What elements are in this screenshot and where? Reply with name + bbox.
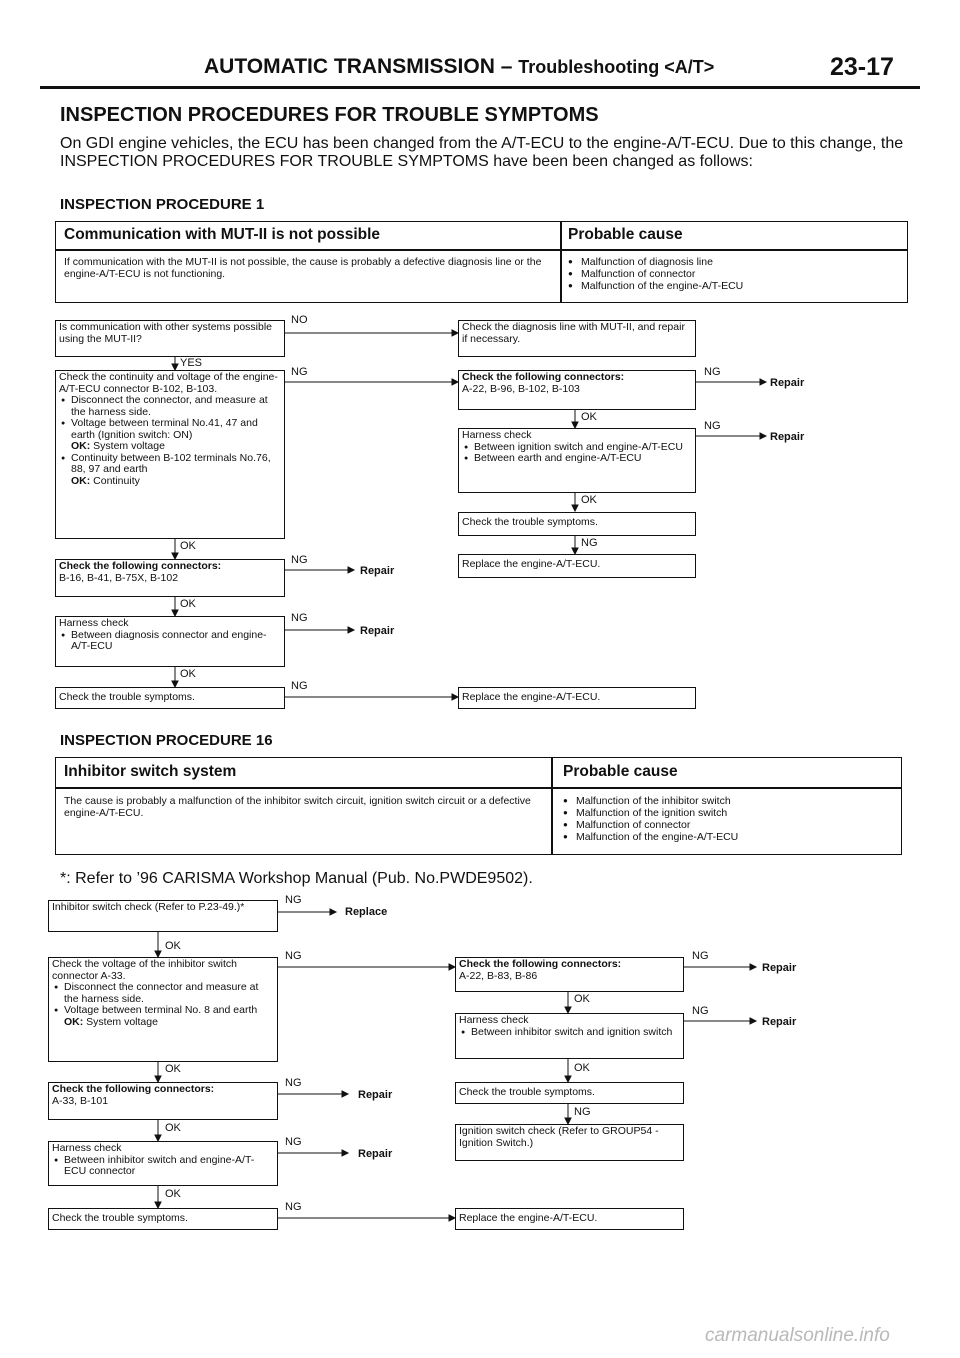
continuity-check-step: ● Continuity between B-102 terminals No.76, 88, 97 and earth OK: Continuity — [59, 453, 281, 488]
check-trouble-symptoms-box-right: Check the trouble symptoms. — [458, 512, 696, 536]
voltage-check-step: ● Disconnect the connector and measure at the harness side. — [52, 982, 274, 1005]
outcome-repair: Repair — [770, 431, 805, 443]
symptom-header: Inhibitor switch system — [64, 763, 237, 780]
outcome-repair: Repair — [358, 1089, 393, 1101]
replace-ecu-box-bottom: Replace the engine-A/T-ECU. — [458, 687, 696, 709]
symptom-header: Communication with MUT-II is not possible — [64, 226, 381, 243]
cause-item: ● Malfunction of diagnosis line — [568, 256, 898, 268]
section-title: INSPECTION PROCEDURES FOR TROUBLE SYMPTOMS — [60, 104, 599, 126]
voltage-check-step: ● Voltage between terminal No. 8 and earth OK: System voltage — [52, 1005, 274, 1028]
flow-label-ng: NG — [291, 366, 308, 378]
intro-text: On GDI engine vehicles, the ECU has been changed from the A/T-ECU to the engine-A/T-ECU. Due to this change, the INSPECTION PROCEDURES FOR TROUBLE SYMPTOMS have been been changed as follows: — [60, 135, 904, 170]
harness-check-title: Harness check — [52, 1142, 122, 1154]
connectors-title: Check the following connectors: — [462, 371, 625, 383]
flow-label-ng: NG — [291, 612, 308, 624]
procedure-16-heading: INSPECTION PROCEDURE 16 — [60, 732, 273, 749]
voltage-check-intro: Check the voltage of the inhibitor switch connector A-33. — [52, 958, 238, 982]
cause-item: ● Malfunction of the engine-A/T-ECU — [568, 280, 898, 292]
reference-note: *: Refer to ’96 CARISMA Workshop Manual (Pub. No.PWDE9502). — [60, 870, 533, 887]
harness-check-step: ● Between earth and engine-A/T-ECU — [462, 453, 692, 465]
harness-check-title: Harness check — [59, 617, 129, 629]
flow-label-ng: NG — [581, 537, 598, 549]
outcome-repair: Repair — [358, 1148, 393, 1160]
flow-label-ok: OK — [581, 494, 597, 506]
inhibitor-switch-check-box: Inhibitor switch check (Refer to P.23-49.)* — [48, 900, 278, 932]
connectors-title: Check the following connectors: — [459, 958, 622, 970]
outcome-repair: Repair — [762, 962, 797, 974]
connectors-list: A-22, B-96, B-102, B-103 — [462, 382, 580, 395]
outcome-repair: Repair — [360, 625, 395, 637]
harness-check-list — [459, 1027, 680, 1039]
harness-check-box-left — [48, 1141, 278, 1186]
flow-label-ng: NG — [704, 366, 721, 378]
flow-label-ok: OK — [165, 1122, 181, 1134]
continuity-check-step: ● Disconnect the connector, and measure at the harness side. — [59, 395, 281, 418]
connectors-list: B-16, B-41, B-75X, B-102 — [59, 571, 179, 584]
flow-label-ng: NG — [291, 680, 308, 692]
procedure-1-heading: INSPECTION PROCEDURE 1 — [60, 196, 265, 213]
harness-check-list — [52, 1155, 274, 1178]
voltage-check-list — [52, 982, 274, 1028]
flow-label-ok: OK — [180, 540, 196, 552]
flow-label-ng: NG — [291, 554, 308, 566]
check-trouble-symptoms-box-left: Check the trouble symptoms. — [48, 1208, 278, 1230]
header-dash: – — [500, 55, 513, 78]
page-number: 23-17 — [830, 53, 894, 81]
check-trouble-symptoms-box-right: Check the trouble symptoms. — [455, 1082, 684, 1104]
outcome-replace: Replace — [345, 906, 388, 918]
flow-label-ng: NG — [285, 950, 302, 962]
harness-check-step: ● Between diagnosis connector and engine-A/T-ECU — [59, 630, 281, 653]
cause-item: ● Malfunction of the inhibitor switch — [563, 795, 893, 807]
cause-item: ● Malfunction of connector — [563, 819, 893, 831]
connectors-title: Check the following connectors: — [59, 560, 222, 572]
flow-label-ok: OK — [165, 1188, 181, 1200]
flow-label-ng: NG — [692, 950, 709, 962]
flow-label-ng: NG — [285, 1136, 302, 1148]
cause-item: ● Malfunction of the engine-A/T-ECU — [563, 831, 893, 843]
harness-check-box-right — [455, 1013, 684, 1059]
continuity-check-step: ● Voltage between terminal No.41, 47 and earth (Ignition switch: ON) OK: System voltage — [59, 418, 281, 453]
harness-check-step: ● Between ignition switch and engine-A/T-ECU — [462, 442, 692, 454]
flow-label-ok: OK — [574, 993, 590, 1005]
flow-label-ng: NG — [574, 1106, 591, 1118]
outcome-repair: Repair — [360, 565, 395, 577]
voltage-check-box — [48, 957, 278, 1062]
check-trouble-symptoms-box-left: Check the trouble symptoms. — [55, 687, 285, 709]
check-connectors-box-left — [48, 1082, 278, 1120]
symptom-description: The cause is probably a malfunction of the inhibitor switch circuit, ignition switch circuit or a defective engine-A/T-ECU. — [64, 795, 531, 819]
flow-label-ok: OK — [165, 1063, 181, 1075]
replace-ecu-box: Replace the engine-A/T-ECU. — [455, 1208, 684, 1230]
cause-item: ● Malfunction of the ignition switch — [563, 807, 893, 819]
flow-label-ng: NG — [285, 1201, 302, 1213]
outcome-repair: Repair — [762, 1016, 797, 1028]
check-diagnosis-line-box: Check the diagnosis line with MUT-II, and repair if necessary. — [458, 320, 696, 357]
symptom-description: If communication with the MUT-II is not possible, the cause is probably a defective diagnosis line or the engine-A/T-ECU is not functioning. — [64, 256, 542, 280]
header-subtitle: Troubleshooting <A/T> — [518, 57, 715, 77]
flow-label-ok: OK — [180, 668, 196, 680]
harness-check-title: Harness check — [459, 1014, 529, 1026]
cause-header: Probable cause — [568, 226, 683, 243]
flow-label-ng: NG — [692, 1005, 709, 1017]
flow-label-no: NO — [291, 314, 308, 326]
check-connectors-box-right — [455, 957, 684, 992]
flow-label-ng: NG — [285, 894, 302, 906]
flow-label-ok: OK — [180, 598, 196, 610]
ignition-switch-check-box: Ignition switch check (Refer to GROUP54 - Ignition Switch.) — [455, 1124, 684, 1161]
connectors-list: A-33, B-101 — [52, 1094, 109, 1107]
harness-check-step: ● Between inhibitor switch and ignition switch — [459, 1027, 680, 1039]
flow-label-yes: YES — [180, 357, 203, 369]
cause-header: Probable cause — [563, 763, 678, 780]
replace-ecu-box-right: Replace the engine-A/T-ECU. — [458, 554, 696, 578]
connectors-title: Check the following connectors: — [52, 1083, 215, 1095]
flow-label-ok: OK — [574, 1062, 590, 1074]
cause-item: ● Malfunction of connector — [568, 268, 898, 280]
flow-label-ok: OK — [581, 411, 597, 423]
flow-label-ng: NG — [704, 420, 721, 432]
flow-label-ng: NG — [285, 1077, 302, 1089]
harness-check-step: ● Between inhibitor switch and engine-A/T-ECU connector — [52, 1155, 274, 1178]
harness-check-title: Harness check — [462, 429, 532, 441]
header-title-main: AUTOMATIC TRANSMISSION — [204, 55, 495, 78]
watermark: carmanualsonline.info — [705, 1325, 890, 1346]
connectors-list: A-22, B-83, B-86 — [459, 969, 538, 982]
flow-label-ok: OK — [165, 940, 181, 952]
outcome-repair: Repair — [770, 377, 805, 389]
continuity-check-intro: Check the continuity and voltage of the engine-A/T-ECU connector B-102, B-103. — [59, 371, 278, 395]
question-box-mut-communication: Is communication with other systems possible using the MUT-II? — [55, 320, 285, 357]
